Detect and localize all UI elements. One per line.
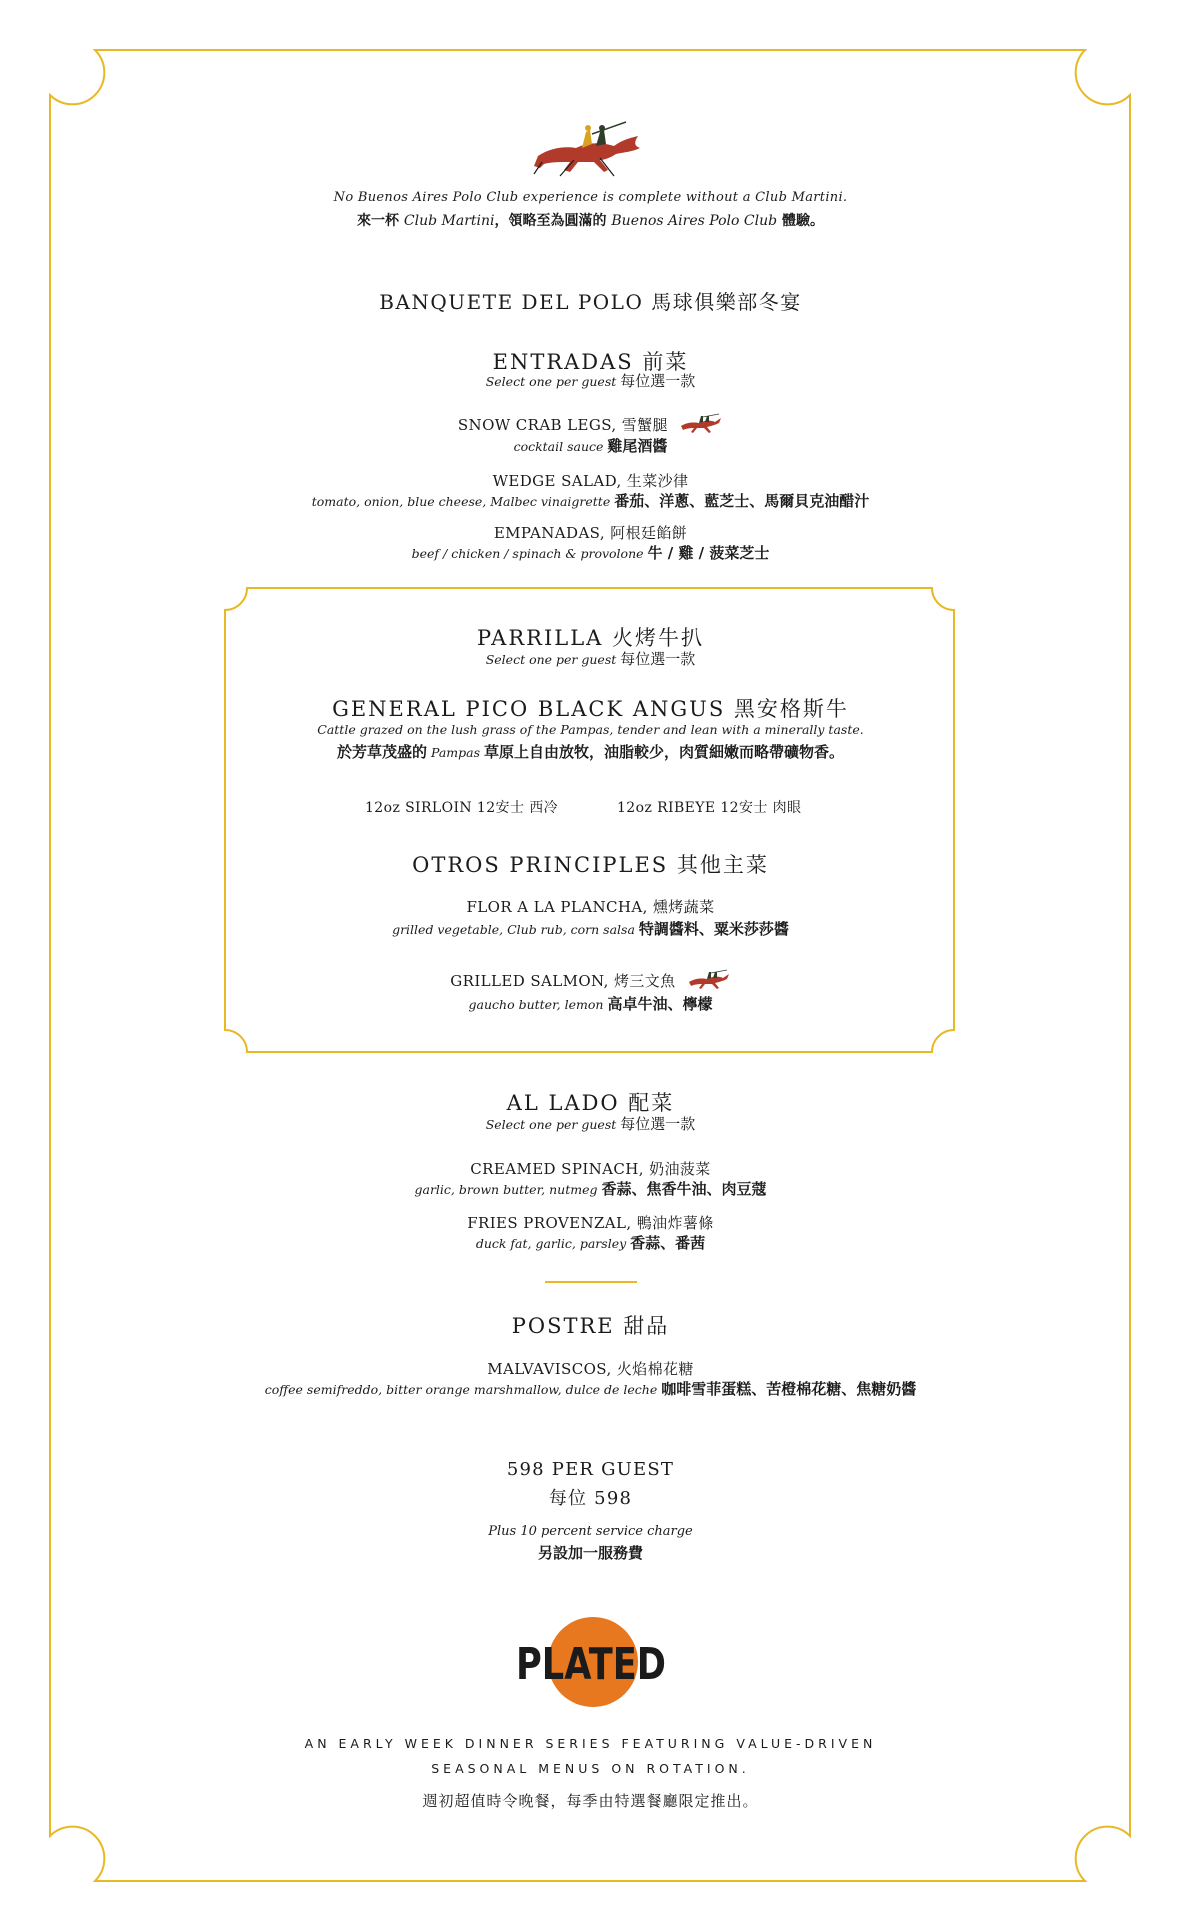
menu-item-flor-a-la-plancha: FLOR A LA PLANCHA, 燻烤蔬菜 [466,898,715,916]
tagline-zh: 週初超值時令晚餐，每季由特選餐廳限定推出。 [422,1792,759,1810]
item-desc [0,435,1181,456]
tagline-line-1: AN EARLY WEEK DINNER SERIES FEATURING VALUE-DRIVEN [304,1736,877,1751]
steak-cut-sirloin: 12oz SIRLOIN 12安士 西冷 [365,800,559,816]
menu-title: BANQUETE DEL POLO 馬球俱樂部冬宴 [379,290,802,314]
beef-desc-zh-part: 草原上自由放牧，油脂較少，肉質細嫩而略帶礦物香。 [484,743,845,761]
item-desc-zh: 香蒜、番茜 [630,1234,706,1252]
beef-desc-zh-part: 於芳草茂盛的 [336,743,427,761]
item-desc-zh: 香蒜、焦香牛油、肉豆蔻 [601,1180,767,1198]
menu-item-malvaviscos: MALVAVISCOS, 火焰棉花糖 [487,1360,694,1378]
item-desc [0,993,1181,1014]
plated-logo-text: PLATED [516,1639,666,1690]
item-desc [0,542,1181,563]
beef-desc-zh [0,741,1181,762]
select-note-zh: 每位選一款 [620,372,696,390]
menu-item-empanadas: EMPANADAS, 阿根廷餡餅 [493,524,688,542]
menu-item-fries-provenzal: FRIES PROVENZAL, 鴨油炸薯條 [467,1214,714,1232]
item-desc-en: coffee semifreddo, bitter orange marshmallow, dulce de leche [264,1382,658,1397]
item-desc-zh: 雞尾酒醬 [607,437,668,455]
beef-desc-en: Cattle grazed on the lush grass of the Pampas, tender and lean with a minerally taste. [317,722,864,737]
outer-border [50,50,1130,1881]
item-desc [0,490,1181,511]
intro-zh-brand: Buenos Aires Polo Club [611,213,778,229]
item-desc [0,1178,1181,1199]
item-desc-en: duck fat, garlic, parsley [475,1236,627,1251]
intro-zh [0,210,1181,230]
select-note [0,1113,1181,1134]
intro-zh-part: ，領略至為圓滿的 [494,213,607,229]
item-desc [0,1232,1181,1253]
service-note-zh: 另設加一服務費 [537,1544,643,1562]
price-en: 598 PER GUEST [506,1459,675,1480]
menu-item-snow-crab [0,414,1181,435]
item-desc-en: garlic, brown butter, nutmeg [414,1182,598,1197]
service-note-en: Plus 10 percent service charge [488,1524,693,1539]
item-desc [0,918,1181,939]
steak-cut-ribeye: 12oz RIBEYE 12安士 肉眼 [617,800,802,816]
section-heading-al-lado: AL LADO 配菜 [506,1091,675,1115]
item-desc-zh: 牛 / 雞 / 菠菜芝士 [647,544,770,562]
select-note-en: Select one per guest [485,374,617,389]
polo-horse-icon [679,414,723,434]
item-desc-en: grilled vegetable, Club rub, corn salsa [392,922,635,937]
polo-horse-icon [530,122,650,178]
menu-item-creamed-spinach: CREAMED SPINACH, 奶油菠菜 [470,1160,711,1178]
intro-zh-part: 來一杯 [357,213,400,229]
polo-horse-icon [687,970,731,990]
item-desc-zh: 番茄、洋蔥、藍芝士、馬爾貝克油醋汁 [614,492,870,510]
item-desc-zh: 高卓牛油、檸檬 [607,995,713,1013]
section-heading-postre: POSTRE 甜品 [511,1314,670,1338]
beef-heading: GENERAL PICO BLACK ANGUS 黑安格斯牛 [332,697,849,721]
select-note-en: Select one per guest [485,1117,617,1132]
select-note [0,370,1181,391]
section-heading-parrilla: PARRILLA 火烤牛扒 [476,626,705,650]
select-note-zh: 每位選一款 [620,1115,696,1133]
item-desc-en: beef / chicken / spinach & provolone [411,546,644,561]
intro-zh-part: 體驗。 [781,213,824,229]
item-desc-en: tomato, onion, blue cheese, Malbec vinaigrette [311,494,611,509]
select-note-zh: 每位選一款 [620,650,696,668]
beef-desc-zh-place: Pampas [430,745,481,760]
item-name: SNOW CRAB LEGS, 雪蟹腿 [457,416,668,434]
item-name: GRILLED SALMON, 烤三文魚 [450,972,676,990]
item-desc-en: cocktail sauce [513,439,604,454]
menu-item-grilled-salmon [0,970,1181,991]
select-note [0,648,1181,669]
otros-heading: OTROS PRINCIPLES 其他主菜 [412,853,769,877]
select-note-en: Select one per guest [485,652,617,667]
item-desc-en: gaucho butter, lemon [468,997,604,1012]
item-desc-zh: 咖啡雪菲蛋糕、苦橙棉花糖、焦糖奶醬 [661,1380,917,1398]
price-zh: 每位 598 [548,1488,633,1509]
item-desc [0,1378,1181,1399]
item-desc-zh: 特調醬料、粟米莎莎醬 [638,920,789,938]
tagline-line-2: SEASONAL MENUS ON ROTATION. [431,1761,750,1776]
section-divider [545,1281,637,1283]
menu-item-wedge-salad: WEDGE SALAD, 生菜沙律 [492,472,689,490]
intro-zh-brand: Club Martini [403,213,495,229]
section-heading-entradas: ENTRADAS 前菜 [492,350,689,374]
intro-en: No Buenos Aires Polo Club experience is complete without a Club Martini. [333,190,848,205]
plated-logo [510,1616,672,1708]
